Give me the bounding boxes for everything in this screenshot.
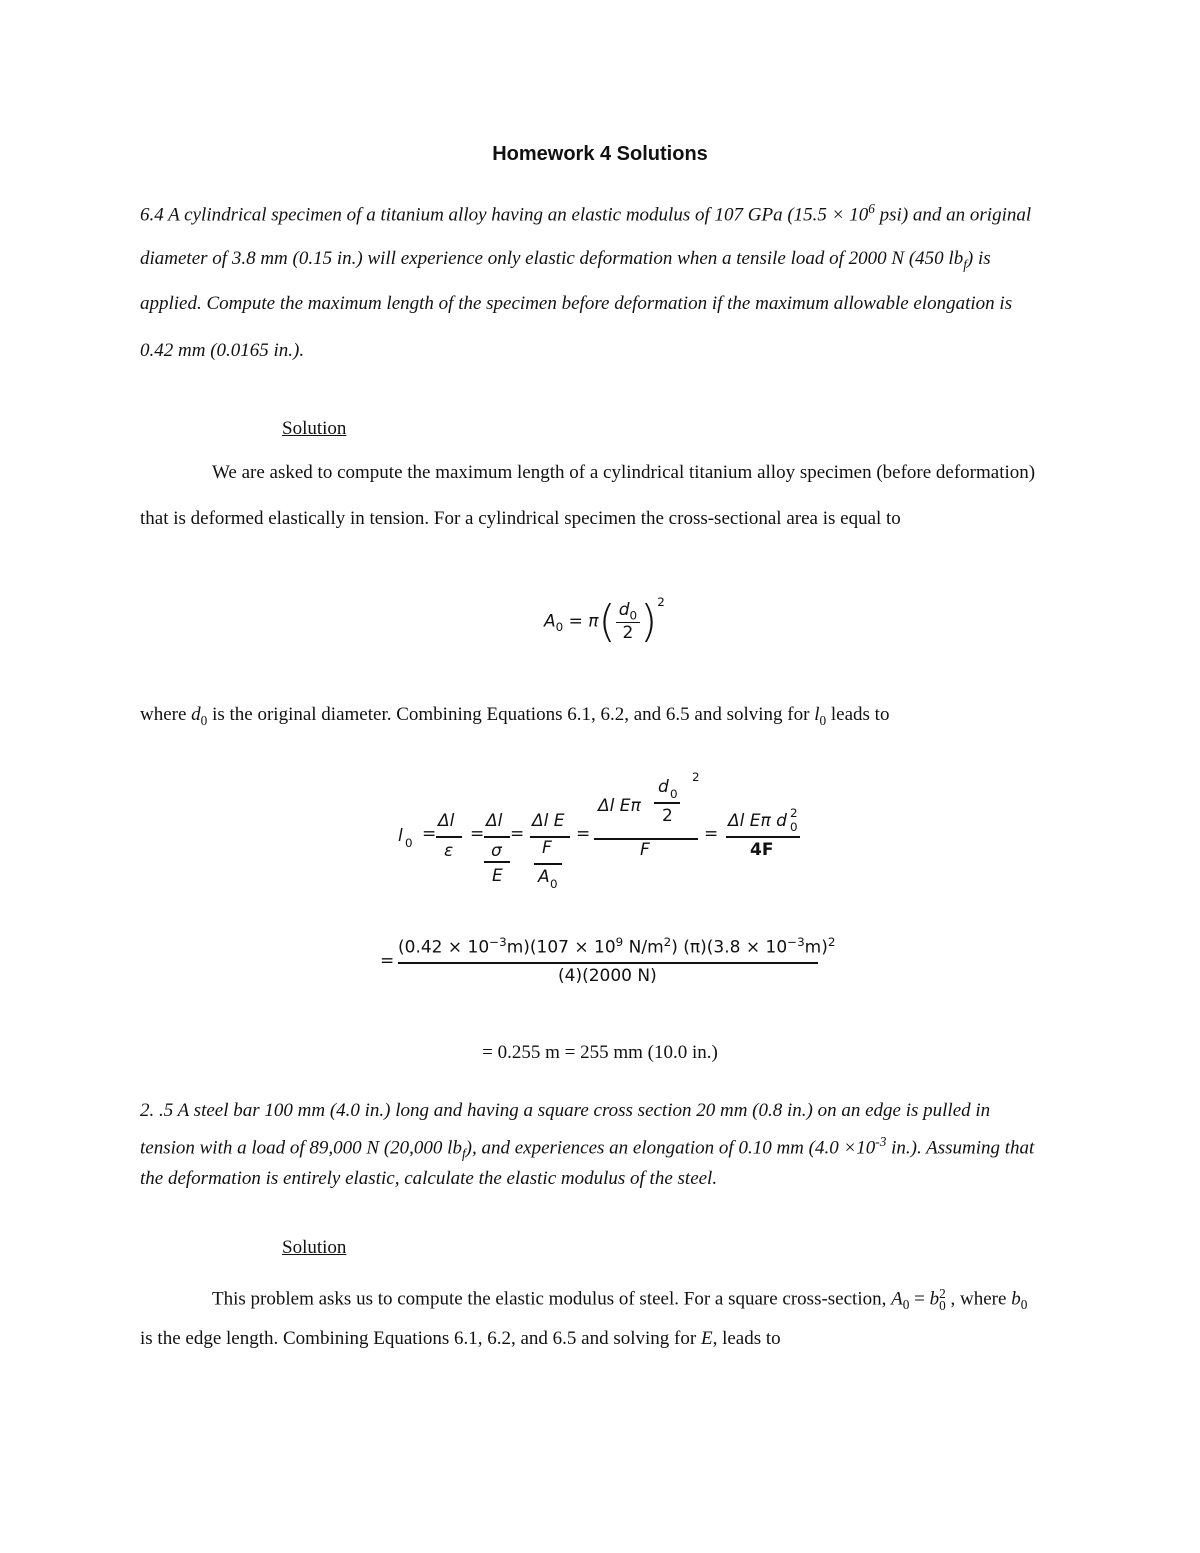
- result-line: = 0.255 m = 255 mm (10.0 in.): [482, 1042, 718, 1063]
- solution-heading-2: Solution: [282, 1237, 347, 1258]
- problem-6-4-line-2: diameter of 3.8 mm (0.15 in.) will experience only elastic deformation when a tensile load of 2000 N (450 $lb_f$) is: [140, 248, 991, 272]
- numeric-denominator: (4)(2000 N): [558, 966, 657, 986]
- problem-6-4-line-4: 0.42 mm (0.0165 in.).: [140, 340, 305, 361]
- problem-6-4-line-3: applied. Compute the maximum length of the specimen before deformation if the maximum allowable elongation is: [140, 293, 1013, 314]
- solution-1-line-1: We are asked to compute the maximum length of a cylindrical titanium alloy specimen (before deformation): [212, 462, 1036, 483]
- solution-1-line-2: that is deformed elastically in tension. For a cylindrical specimen the cross-sectional area is equal to: [140, 508, 901, 529]
- page-title: Homework 4 Solutions: [492, 143, 708, 165]
- solution-2-line-2: is the edge length. Combining Equations 6.1, 6.2, and 6.5 and solving for E, leads to: [140, 1328, 781, 1349]
- problem-6-4-line-1: 6.4 A cylindrical specimen of a titanium alloy having an elastic modulus of 107 GPa ($15.5 \times 10^6$ psi) and an original: [140, 201, 1032, 226]
- problem-2-line-1: 2. .5 A steel bar 100 mm (4.0 in.) long and having a square cross section 20 mm (0.8 in.) on an edge is pulled in: [140, 1100, 991, 1121]
- solution-2-line-1: This problem asks us to compute the elastic modulus of steel. For a square cross-section, $A_0 = b$ 2 0 , where $b_0$: [212, 1286, 1028, 1313]
- where-line: where $d_0$ is the original diameter. Combining Equations 6.1, 6.2, and 6.5 and solving for $l_0$ leads to: [140, 704, 890, 728]
- area-equation: $A_0 = \pi$( $\frac{d_0}{2}$ )$^2$: [544, 594, 665, 647]
- problem-2-line-3: the deformation is entirely elastic, calculate the elastic modulus of the steel.: [140, 1168, 718, 1189]
- numeric-numerator: $(0.42 \times 10^{-3}m)(107 \times 10^9$ $N/m^2$) $(\pi)(3.8 \times 10^{-3}m)^2$: [398, 935, 836, 958]
- solution-heading-1: Solution: [282, 418, 347, 439]
- problem-2-line-2: tension with a load of 89,000 N (20,000 $lb_f$), and experiences an elongation of 0.10 mm ($4.0 \times 10^{-3}$ in.). Assuming that: [140, 1134, 1035, 1162]
